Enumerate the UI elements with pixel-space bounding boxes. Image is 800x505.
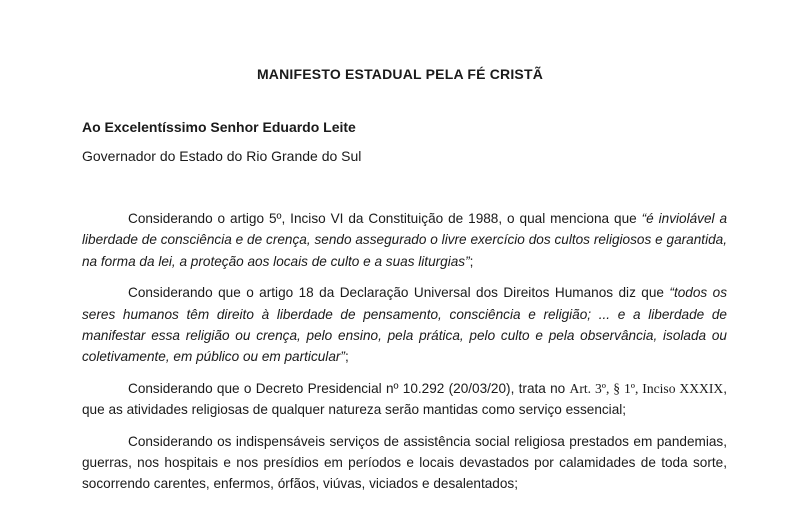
paragraph-constitution [82, 208, 727, 272]
constitution-quote: “é inviolável a liberdade de consciência e de crença, sendo assegurado o livre exercício dos cultos religiosos e garantida, na forma da lei, a proteção aos locais de culto e a suas liturgias” [82, 211, 727, 269]
document-title: MANIFESTO ESTADUAL PELA FÉ CRISTÃ [256, 66, 544, 82]
udhr-quote: “todos os seres humanos têm direito à liberdade de pensamento, consciência e religião; ... e a liberdade de manifestar essa religião ou crença, pelo ensino, pela prática, pelo culto e pela observância, isolada ou coletivamente, em público ou em particular” [82, 285, 727, 365]
paragraph-social-assistance: Considerando os indispensáveis serviços de assistência social religiosa prestados em pandemias, guerras, nos hospitais e nos presídios em períodos e locais devastados por calamidades de toda sorte, socorrendo carentes, enfermos, órfãos, viúvas, viciados e desalentados; [82, 433, 727, 492]
paragraph-udhr [82, 282, 727, 368]
paragraph-tail: ; [469, 253, 474, 269]
addressee-office: Governador do Estado do Rio Grande do Sul [82, 148, 362, 164]
addressee-name: Ao Excelentíssimo Senhor Eduardo Leite [82, 119, 356, 135]
paragraph-tail: , que as atividades religiosas de qualquer natureza serão mantidas como serviço essencial; [82, 380, 727, 418]
paragraph-intro: Considerando o artigo 5º, Inciso VI da Constituição de 1988, o qual menciona que [128, 211, 642, 226]
decree-article-reference: Art. 3º, § 1º, Inciso XXXIX [569, 380, 724, 396]
paragraph-intro: Considerando que o artigo 18 da Declaração Universal dos Direitos Humanos diz que [128, 285, 670, 301]
document-body [82, 208, 727, 505]
paragraph-intro: Considerando que o Decreto Presidencial nº 10.292 (20/03/20), trata no [128, 380, 570, 396]
paragraph-tail: ; [344, 349, 349, 365]
paragraph-decree [82, 378, 727, 421]
